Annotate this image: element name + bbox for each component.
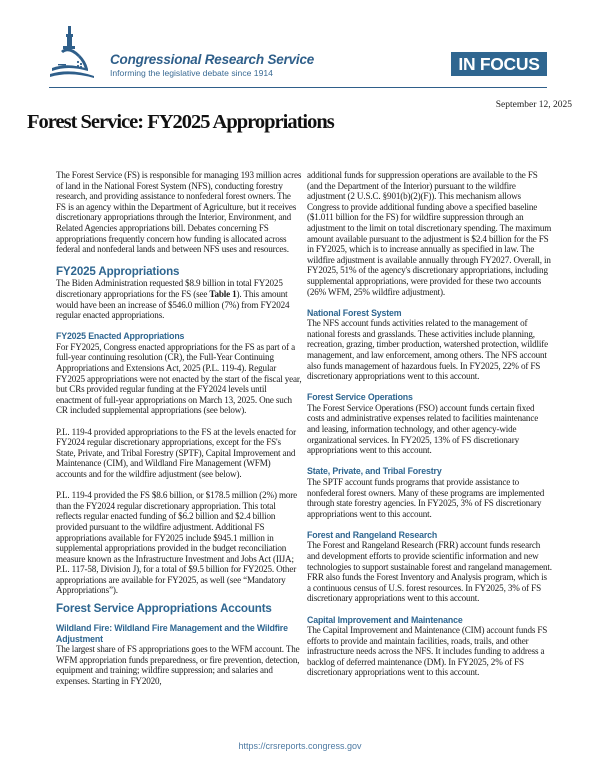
- paragraph: For FY2025, Congress enacted appropriations for the FS as part of a full-year continuing resolution (CR), the Full-Year Continuing Appropriations and Extensions Act, 2025 (P.L. 119-4). Regular FY2025 appropriations were not enacted by the start of the fiscal year, but CRs provided regular funding at the FY2024 levels until enactment of full-year appropriations on March 13, 2025. One such CR included supplemental appropriations (see below).: [56, 341, 302, 416]
- paragraph: The Capital Improvement and Maintenance (CIM) account funds FS efforts to provide and maintain facilities, roads, trails, and other infrastructure needs across the NFS. It includes funding to address a backlog of deferred maintenance (DM). In FY2025, 2% of FS discretionary appropriations went to this account.: [307, 625, 548, 678]
- brand-tagline: Informing the legislative debate since 1914: [110, 68, 273, 78]
- subheading-state-private-tribal-forestry: State, Private, and Tribal Forestry: [307, 466, 442, 477]
- right-column: [307, 170, 552, 689]
- subheading-forest-service-operations: Forest Service Operations: [307, 392, 413, 403]
- brand-name: Congressional Research Service: [110, 52, 315, 67]
- intro-paragraph: The Forest Service (FS) is responsible for managing 193 million acres of land in the National Forest System (NFS), conducting forestry research, and providing assistance to nonfederal forest owners. The FS is an agency within the Department of Agriculture, but it receives discretionary appropriations through the Interior, Environment, and Related Agencies appropriations bill. Debates concerning FS appropriations frequently concern how funding is allocated across federal and nonfederal lands and between NFS uses and resources.: [56, 170, 302, 255]
- paragraph: P.L. 119-4 provided appropriations to the FS at the levels enacted for FY2024 regular discretionary appropriations, except for the FS's State, Private, and Tribal Forestry (SPTF), Capital Improvement and Maintenance (CIM), and Wildland Fire Management (WFM) accounts and for the wildfire adjustment (see below).: [56, 426, 296, 479]
- paragraph: The Forest and Rangeland Research (FRR) account funds research and development efforts to provide scientific information and new technologies to support sustainable forest and rangeland management. FRR also funds the Forest Inventory and Analysis program, which is a continuous census of U.S. forest resources. In FY2025, 3% of FS discretionary appropriations went to this account.: [307, 540, 552, 604]
- table-reference: Table 1: [209, 288, 237, 299]
- paragraph: The Forest Service Operations (FSO) account funds certain fixed costs and administrative expenses related to facilities maintenance and leasing, information technology, and other agency-wide organizational services. In FY2025, 13% of FS discretionary appropriations went to this account.: [307, 402, 539, 456]
- page-title: Forest Service: FY2025 Appropriations: [27, 111, 334, 133]
- paragraph: The SPTF account funds programs that provide assistance to nonfederal forest owners. Many of these programs are implemented through state forestry agencies. In FY2025, 3% of FS discretionary appropriations went to this account.: [307, 476, 545, 519]
- footer-url-link[interactable]: https://crsreports.congress.gov: [238, 741, 362, 751]
- subheading-national-forest-system: National Forest System: [307, 307, 402, 318]
- paragraph: The Biden Administration requested $8.9 billion in total FY2025 discretionary appropriations for the FS (see Table 1). This amount would have been an increase of $546.0 million (7%) from FY2024 regular enacted appropriations.: [56, 278, 290, 321]
- paragraph: P.L. 119-4 provided the FS $8.6 billion, or $178.5 million (2%) more than the FY2024 regular discretionary appropriation. This total reflects regular enacted funding of $6.2 billion and $2.4 billion provided pursuant to the wildfire adjustment. Additional FS appropriations available for FY2025 include $945.1 million in supplemental appropriations provided in the budget reconciliation measure known as the Infrastructure Investment and Jobs Act (IIJA; P.L. 117-58, Division J), for a total of $9.5 billion for FY2025. Other appropriations are available for FY2025, as well (see “Mandatory Appropriations”).: [56, 490, 298, 596]
- subheading-enacted-appropriations: FY2025 Enacted Appropriations: [56, 331, 185, 342]
- section-heading-accounts: Forest Service Appropriations Accounts: [56, 602, 272, 616]
- left-column: [56, 170, 302, 697]
- in-focus-badge: IN FOCUS: [451, 52, 547, 76]
- capitol-dome-icon: [48, 24, 94, 82]
- paragraph: The NFS account funds activities related to the management of national forests and grasslands. These activities include planning, recreation, grazing, timber production, watershed protection, wildlife management, and law enforcement, among others. The NFS account also funds management of hazardous fuels. In FY2025, 22% of FS discretionary appropriations went to this account.: [307, 318, 549, 382]
- subheading-wildland-fire: Wildland Fire: Wildland Fire Management and the Wildfire Adjustment: [56, 623, 288, 644]
- section-heading-fy2025-appropriations: FY2025 Appropriations: [56, 265, 180, 279]
- paragraph: additional funds for suppression operations are available to the FS (and the Department of the Interior) pursuant to the wildfire adjustment (2 U.S.C. §901(b)(2)(F)). This mechanism allows Congress to provide additional funding above a specified baseline ($1.011 billion for the FS) for wildfire suppression through an adjustment to the limit on total discretionary spending. The maximum amount available pursuant to the adjustment is $2.4 billion for the FS in FY2025, which is to increase annually as specified in law. The wildfire adjustment is available annually through FY2027. Overall, in FY2025, 51% of the agency's discretionary appropriations, including supplemental appropriations, were provided for these two accounts (26% WFM, 25% wildfire adjustment).: [307, 170, 552, 297]
- publication-date: September 12, 2025: [495, 100, 572, 110]
- subheading-capital-improvement: Capital Improvement and Maintenance: [307, 614, 463, 625]
- crs-header: [48, 24, 474, 82]
- subheading-forest-rangeland-research: Forest and Rangeland Research: [307, 529, 438, 540]
- header-divider: [49, 87, 547, 88]
- paragraph: The largest share of FS appropriations goes to the WFM account. The WFM appropriation funds preparedness, or fire prevention, detection, equipment and training; wildfire suppression; and salaries and expenses. Starting in FY2020,: [56, 644, 300, 686]
